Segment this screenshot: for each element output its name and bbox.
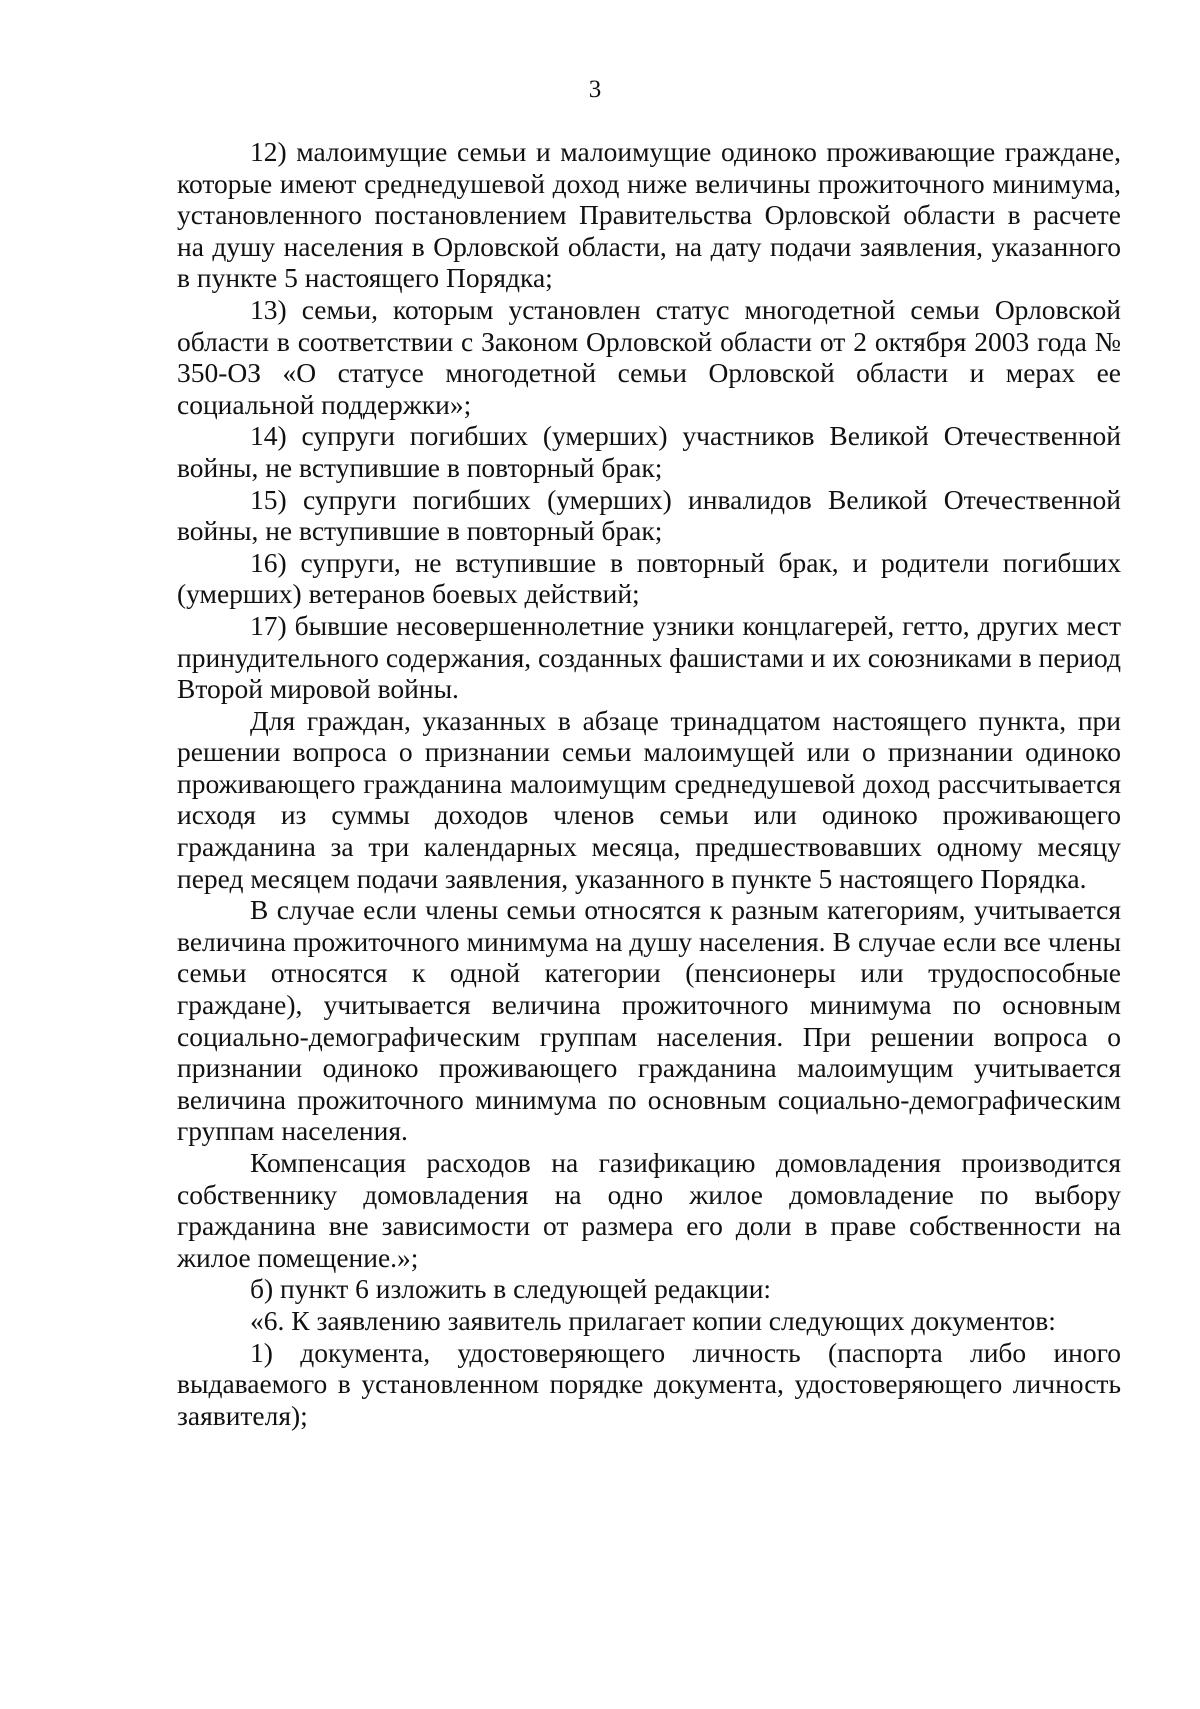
document-body [177,136,1121,1431]
paragraph-item-13: 13) семьи, которым установлен статус многодетной семьи Орловской области в соответствии с Законом Орловской области от 2 октября 2003 года № 350-ОЗ «О статусе многодетной семьи Орловской области и мерах ее социальной поддержки»; [177,293,1121,420]
paragraph-compensation: Компенсация расходов на газификацию домовладения производится собственнику домовладения на одно жилое домовладение по выбору гражданина вне зависимости от размера его доли в праве собственности на жилое помещение.»; [177,1147,1121,1273]
paragraph-item-17: 17) бывшие несовершеннолетние узники концлагерей, гетто, других мест принудительного содержания, созданных фашистами и их союзниками в период Второй мировой войны. [177,609,1121,705]
paragraph-amendment-b: б) пункт 6 изложить в следующей редакции: [250,1273,772,1305]
paragraph-subsistence-minimum: В случае если члены семьи относятся к разным категориям, учитывается величина прожиточного минимума на душу населения. В случае если все члены семьи относятся к одной категории (пенсионеры или трудоспособные граждане), учитывается величина прожиточного минимума по основным социально-демографическим группам населения. При решении вопроса о признании одиноко проживающего гражданина малоимущим учитывается величина прожиточного минимума по основным социально-демографическим группам населения. [177,894,1121,1147]
paragraph-item-12: 12) малоимущие семьи и малоимущие одиноко проживающие граждане, которые имеют среднедушевой доход ниже величины прожиточного минимума, установленного постановлением Правительства Орловской области в расчете на душу населения в Орловской области, на дату подачи заявления, указанного в пункте 5 настоящего Порядка; [177,136,1121,294]
paragraph-point-6: «6. К заявлению заявитель прилагает копии следующих документов: [250,1304,1056,1336]
paragraph-income-calculation: Для граждан, указанных в абзаце тринадцатом настоящего пункта, при решении вопроса о признании семьи малоимущей или о признании одиноко проживающего гражданина малоимущим среднедушевой доход рассчитывается исходя из суммы доходов членов семьи или одиноко проживающего гражданина за три календарных месяца, предшествовавших одному месяцу перед месяцем подачи заявления, указанного в пункте 5 настоящего Порядка. [177,704,1121,894]
page-number: 3 [588,76,602,103]
paragraph-document-1: 1) документа, удостоверяющего личность (паспорта либо иного выдаваемого в установленном порядке документа, удостоверяющего личность заявителя); [177,1336,1121,1431]
paragraph-item-15: 15) супруги погибших (умерших) инвалидов Великой Отечественной войны, не вступившие в повторный брак; [177,483,1121,547]
paragraph-item-14: 14) супруги погибших (умерших) участников Великой Отечественной войны, не вступившие в повторный брак; [177,420,1121,483]
paragraph-item-16: 16) супруги, не вступившие в повторный брак, и родители погибших (умерших) ветеранов боевых действий; [177,546,1121,610]
